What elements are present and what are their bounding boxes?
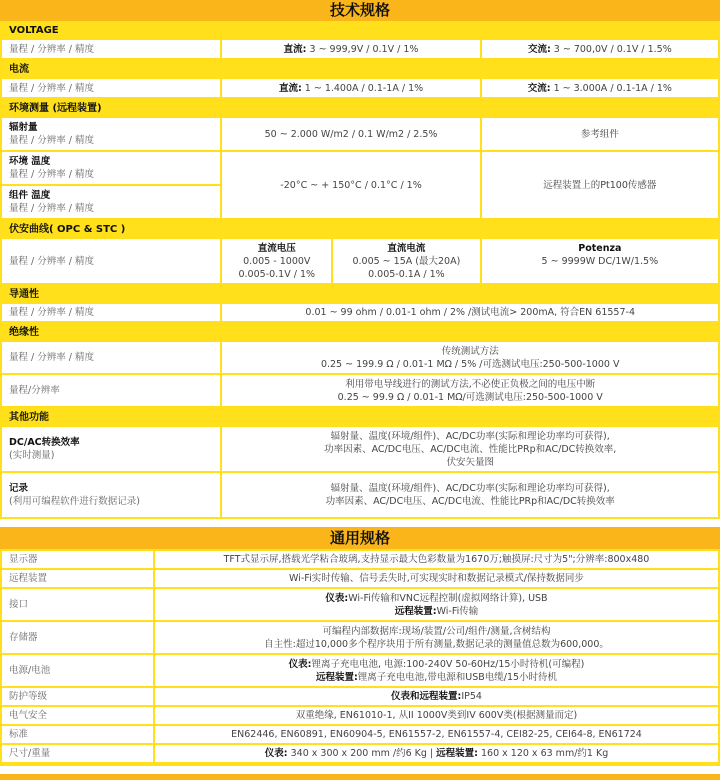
- insulation-value-2: [222, 375, 718, 406]
- line: 传统测试方法: [441, 345, 499, 357]
- insulation-row-1: [2, 342, 718, 373]
- line: 辐射量、温度(环境/组件)、AC/DC功率(实际和理论功率均可获得),: [330, 430, 610, 442]
- row-value: [155, 707, 718, 724]
- temperature-rows: [2, 152, 718, 218]
- iv-voltage-title: 直流电压: [257, 242, 296, 254]
- section-iv: 伏安曲线( OPC & STC ): [9, 224, 126, 235]
- general-row-remote-unit: [2, 570, 718, 587]
- iv-power: [482, 239, 718, 283]
- row-label: 量程 / 分辨率 / 精度: [2, 239, 220, 283]
- voltage-ac: [482, 40, 718, 58]
- section-insulation: 绝缘性: [9, 327, 39, 338]
- temperature-value: -20°C ~ + 150°C / 0.1°C / 1%: [222, 152, 479, 218]
- value-text: 锂离子充电电池,带电源和USB电缆/15小时待机: [357, 671, 558, 683]
- row-value: [155, 655, 718, 686]
- iv-power-title: Potenza: [578, 243, 622, 254]
- insulation-row-2: [2, 375, 718, 406]
- row-label: 电气安全: [2, 707, 153, 724]
- bold-label: 仪表和远程装置:: [391, 691, 462, 702]
- row-value: [155, 688, 718, 705]
- temperature-note: 远程装置上的Pt100传感器: [482, 152, 718, 218]
- continuity-row: [2, 304, 718, 321]
- value-text: 锂离子充电电池, 电源:100-240V 50-60Hz/15小时待机(可编程): [311, 658, 585, 670]
- irradiance-value: 50 ~ 2.000 W/m2 / 0.1 W/m2 / 2.5%: [222, 118, 479, 150]
- dc-label: 直流:: [283, 43, 307, 55]
- line: 0.25 ~ 199.9 Ω / 0.01-1 MΩ / 5% /可选测试电压:250-500-1000 V: [320, 358, 620, 370]
- record-label: [2, 473, 220, 517]
- irradiance-note: 参考组件: [482, 118, 718, 150]
- dc-value: 1 ~ 1.400A / 0.1-1A / 1%: [301, 82, 424, 94]
- iv-voltage-res: 0.005-0.1V / 1%: [238, 268, 316, 280]
- general-row-interface: [2, 589, 718, 620]
- line: 利用带电导线进行的测试方法,不必使正负极之间的电压中断: [345, 378, 596, 390]
- record-value: [222, 473, 718, 517]
- efficiency-label: [2, 427, 220, 471]
- general-row-dimensions: [2, 745, 718, 762]
- row-label: 量程 / 分辨率 / 精度: [2, 79, 220, 97]
- row-value: [155, 622, 718, 653]
- value-text: IP54: [461, 691, 482, 702]
- section-continuity: 导通性: [9, 289, 39, 300]
- row-value: [155, 726, 718, 743]
- label-sub: (实时测量): [9, 450, 55, 461]
- label-title: DC/AC转换效率: [9, 437, 80, 448]
- row-label: 存储器: [2, 622, 153, 653]
- row-value: [155, 551, 718, 568]
- irradiance-label: [2, 118, 220, 150]
- row-value: [155, 570, 718, 587]
- general-row-standards: [2, 726, 718, 743]
- value-text: 160 x 120 x 63 mm/约1 Kg: [477, 748, 609, 759]
- dc-value: 3 ~ 999,9V / 0.1V / 1%: [306, 43, 419, 55]
- value-text: 自主性:超过10,000多个程序块用于所有测量,数据记录的测量值总数为600,000。: [264, 638, 609, 650]
- ac-value: 3 ~ 700,0V / 0.1V / 1.5%: [550, 43, 672, 55]
- value-text: Wi-Fi实时传输、信号丢失时,可实现实时和数据记录模式/保持数据同步: [289, 573, 584, 584]
- iv-row: [2, 239, 718, 283]
- general-row-safety: [2, 707, 718, 724]
- section-voltage: VOLTAGE: [9, 25, 59, 36]
- line: 辐射量、温度(环境/组件)、AC/DC功率(实际和理论功率均可获得),: [330, 483, 610, 494]
- current-ac: [482, 79, 718, 97]
- section-current: 电流: [9, 64, 29, 75]
- line: 功率因素、AC/DC电压、AC/DC电流、性能比PRp和AC/DC转换效率,: [324, 443, 617, 455]
- label-sub: 量程 / 分辨率 / 精度: [9, 135, 94, 146]
- label-sub: (利用可编程软件进行数据记录): [9, 496, 140, 507]
- line: 伏安矢量图: [446, 456, 494, 468]
- label-title: 记录: [9, 483, 29, 494]
- ambient-temp-label: [2, 152, 220, 184]
- row-label: 防护等级: [2, 688, 153, 705]
- bold-label: 远程装置:: [315, 671, 358, 683]
- row-label: 尺寸/重量: [2, 745, 153, 762]
- label-sub: 量程 / 分辨率 / 精度: [9, 203, 94, 214]
- continuity-value: 0.01 ~ 99 ohm / 0.01-1 ohm / 2% /测试电流> 200mA, 符合EN 61557-4: [222, 304, 718, 321]
- value-text: Wi-Fi传输和VNC远程控制(虚拟网络计算), USB: [348, 592, 548, 604]
- row-label: 接口: [2, 589, 153, 620]
- module-temp-label: [2, 186, 220, 218]
- iv-current-res: 0.005-0.1A / 1%: [368, 268, 445, 280]
- row-label: 量程 / 分辨率 / 精度: [2, 304, 220, 321]
- value-text: 可编程内部数据库:现场/装置/公司/组件/测量,含树结构: [322, 625, 551, 637]
- row-label: 量程/分辨率: [2, 375, 220, 406]
- insulation-value-1: [222, 342, 718, 373]
- bottom-bar: [0, 774, 720, 780]
- bold-label: 远程装置:: [436, 748, 478, 759]
- general-row-memory: [2, 622, 718, 653]
- current-row: [2, 79, 718, 97]
- iv-voltage-range: 0.005 - 1000V: [243, 255, 311, 267]
- tech-spec-title: 技术规格: [0, 0, 720, 21]
- iv-voltage: [222, 239, 331, 283]
- section-env: 环境测量 (远程装置): [9, 103, 102, 114]
- general-rows: [2, 551, 718, 762]
- ac-value: 1 ~ 3.000A / 0.1-1A / 1%: [550, 82, 672, 94]
- value-text: 340 x 300 x 200 mm /约6 Kg |: [287, 748, 437, 759]
- line: 0.25 ~ 99.9 Ω / 0.01-1 MΩ/可选测试电压:250-500-1000 V: [337, 391, 603, 403]
- general-spec-title: 通用规格: [0, 527, 720, 549]
- label-title: 辐射量: [9, 122, 38, 133]
- label-sub: 量程 / 分辨率 / 精度: [9, 169, 94, 180]
- value-text: 双重绝缘, EN61010-1, 从II 1000V类到IV 600V类(根据测量而定): [295, 710, 578, 721]
- general-row-protection: [2, 688, 718, 705]
- general-spec-table: [0, 527, 720, 766]
- iv-current-title: 直流电流: [387, 242, 426, 254]
- dc-label: 直流:: [278, 82, 302, 94]
- row-label: 电源/电池: [2, 655, 153, 686]
- iv-current-range: 0.005 ~ 15A (最大20A): [352, 255, 461, 267]
- iv-current: [333, 239, 480, 283]
- bold-label: 仪表:: [325, 592, 349, 604]
- current-dc: [222, 79, 479, 97]
- voltage-dc: [222, 40, 479, 58]
- temperature-labels: [2, 152, 220, 218]
- section-other: 其他功能: [9, 412, 49, 423]
- row-label: 远程装置: [2, 570, 153, 587]
- row-value: [155, 589, 718, 620]
- voltage-row: [2, 40, 718, 58]
- value-text: TFT式显示屏,搭载光学粘合玻璃,支持显示最大色彩数量为1670万;触摸屏:尺寸为5";分辨率:800x480: [223, 554, 650, 565]
- bold-label: 仪表:: [288, 658, 312, 670]
- general-row-power: [2, 655, 718, 686]
- row-label: 量程 / 分辨率 / 精度: [2, 342, 220, 373]
- ac-label: 交流:: [527, 43, 551, 55]
- row-value: [155, 745, 718, 762]
- irradiance-row: [2, 118, 718, 150]
- record-row: [2, 473, 718, 517]
- label-title: 组件 温度: [9, 190, 51, 201]
- bold-label: 远程装置:: [394, 605, 437, 617]
- value-text: Wi-Fi传输: [436, 605, 479, 617]
- ac-label: 交流:: [527, 82, 551, 94]
- general-row-display: [2, 551, 718, 568]
- row-label: 显示器: [2, 551, 153, 568]
- iv-power-range: 5 ~ 9999W DC/1W/1.5%: [541, 256, 659, 267]
- bold-label: 仪表:: [264, 748, 288, 759]
- value-text: EN62446, EN60891, EN60904-5, EN61557-2, EN61557-4, CEI82-25, CEI64-8, EN61724: [231, 729, 642, 740]
- row-label: 量程 / 分辨率 / 精度: [2, 40, 220, 58]
- efficiency-value: [222, 427, 718, 471]
- row-label: 标准: [2, 726, 153, 743]
- line: 功率因素、AC/DC电压、AC/DC电流、性能比PRp和AC/DC转换效率: [325, 496, 615, 507]
- label-title: 环境 温度: [9, 156, 51, 167]
- efficiency-row: [2, 427, 718, 471]
